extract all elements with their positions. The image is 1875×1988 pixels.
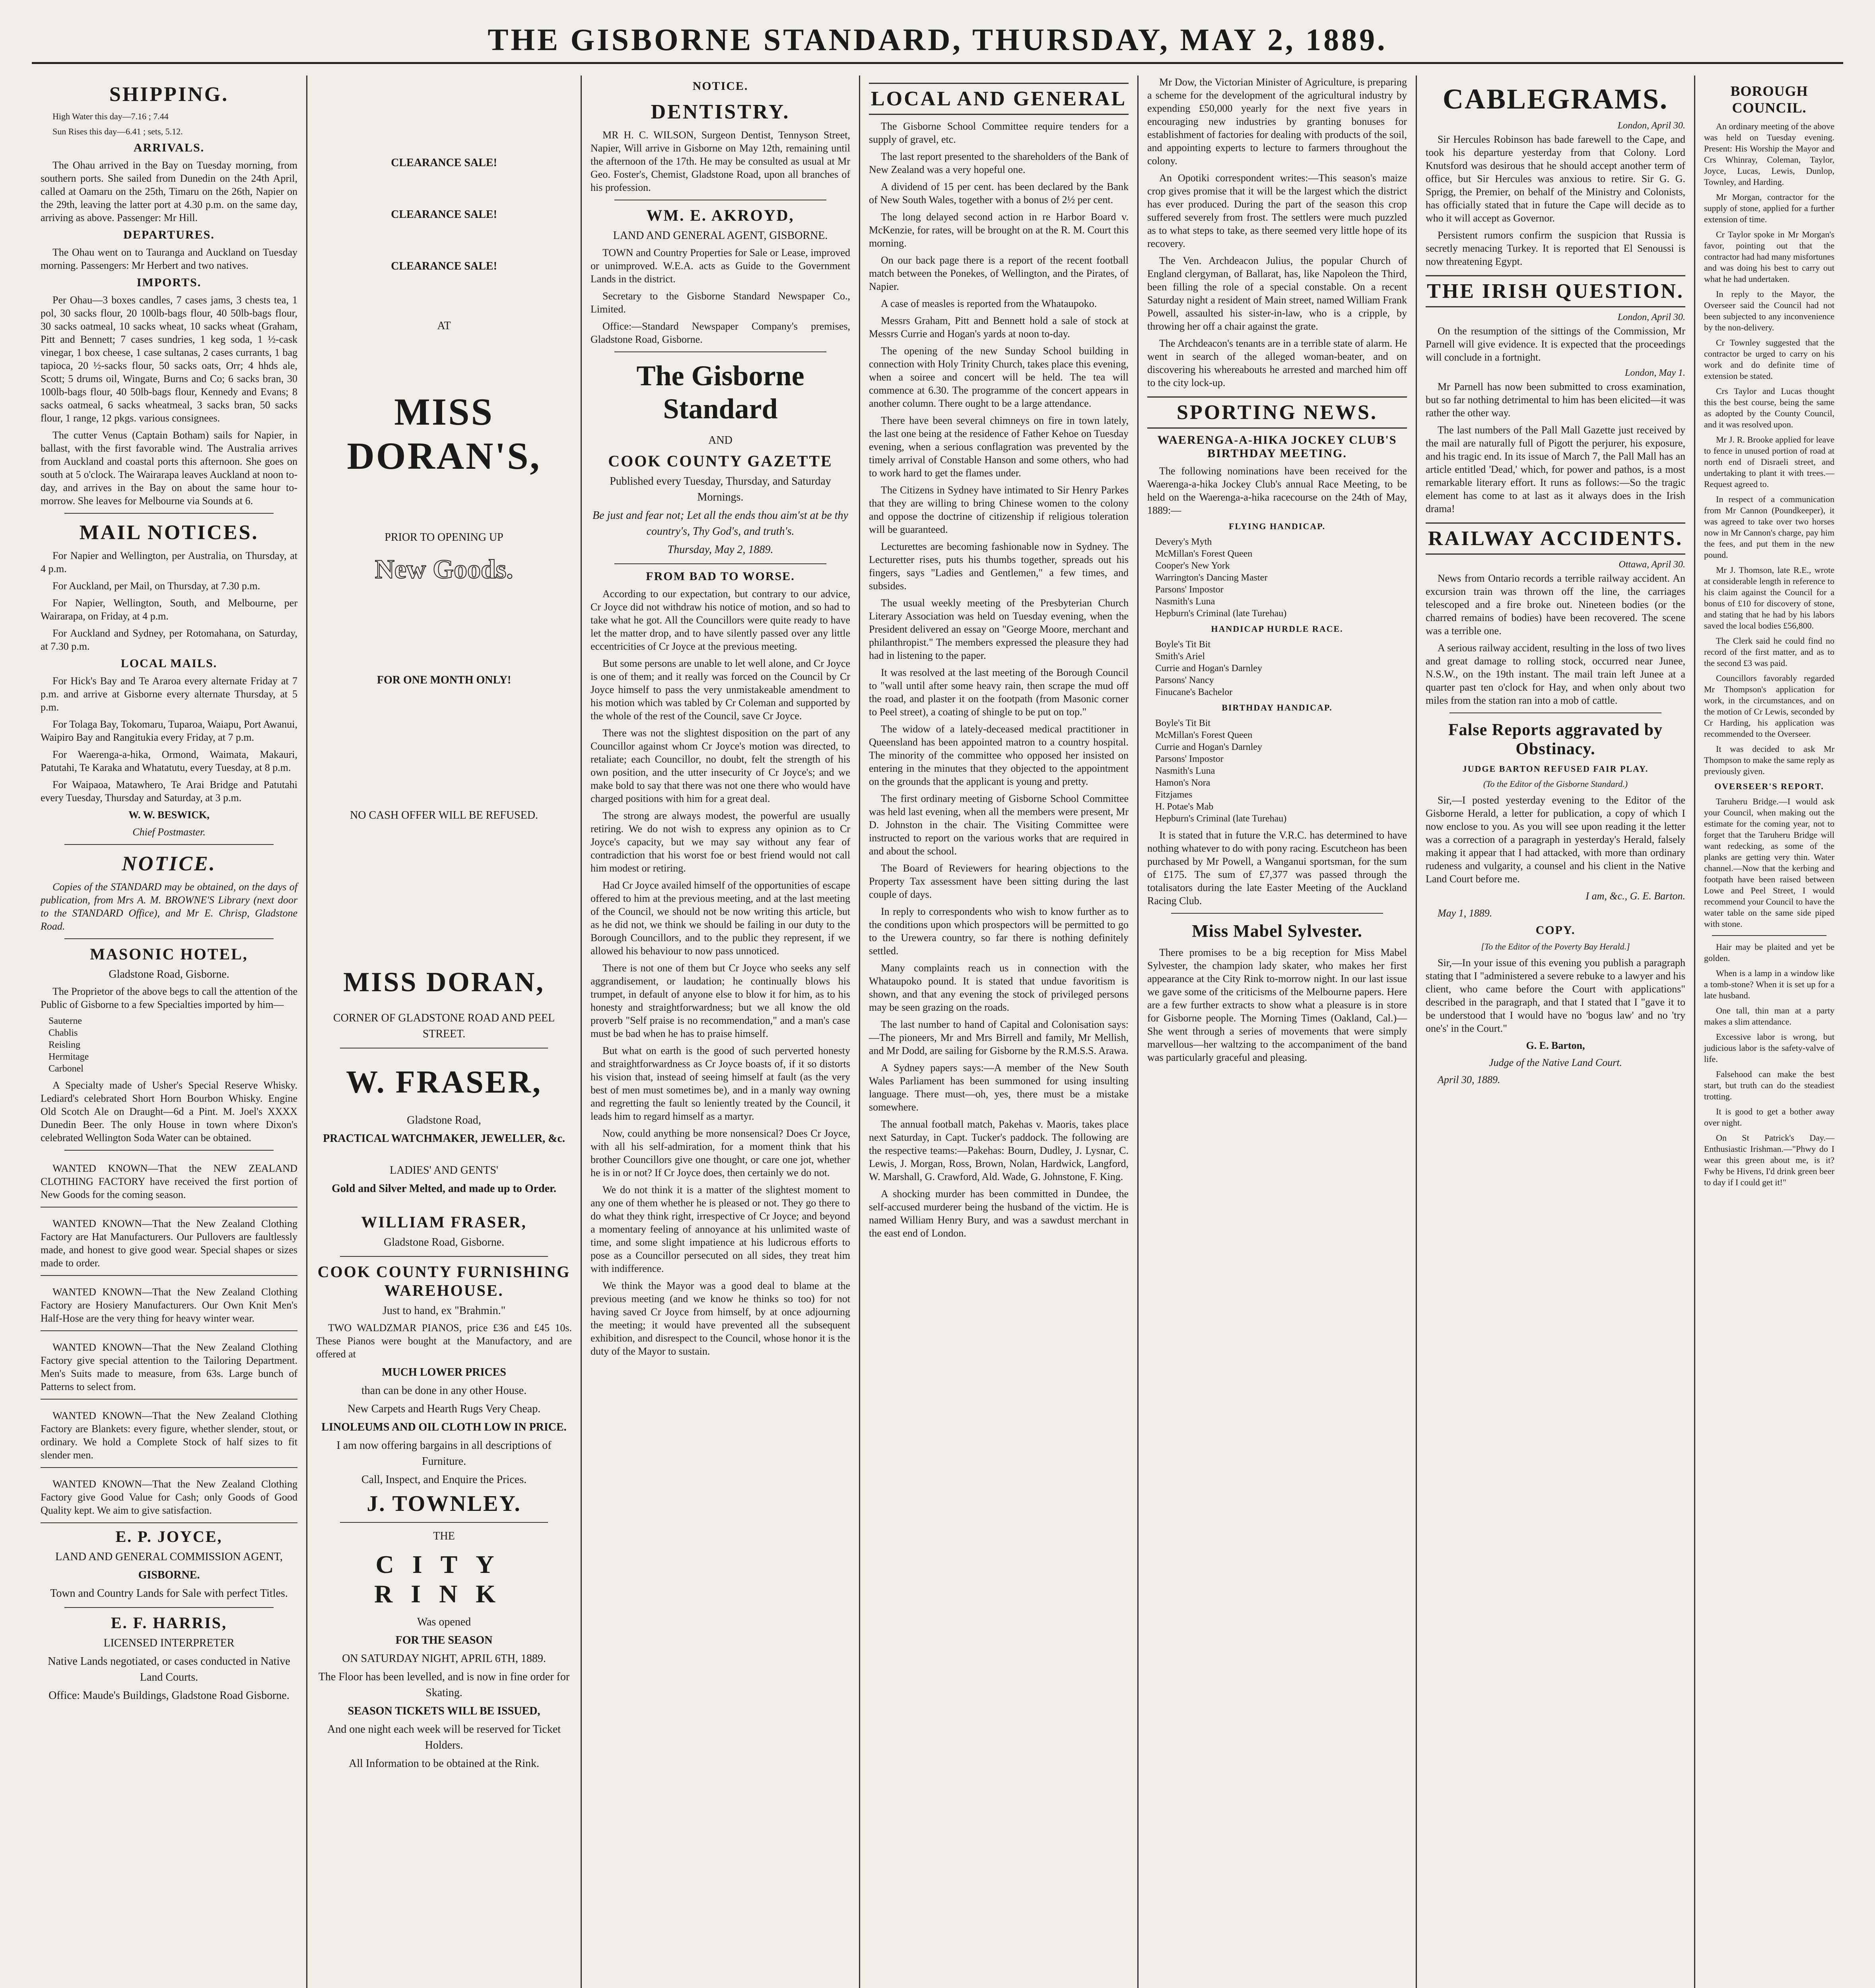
flying-list xyxy=(1147,536,1407,619)
letter-date: May 1, 1889. xyxy=(1438,907,1492,919)
dateline: London, May 1. xyxy=(1625,368,1685,378)
divider xyxy=(64,844,274,845)
letter-to: (To the Editor of the Gisborne Standard.) xyxy=(1483,779,1628,789)
local-item: It was resolved at the last meeting of the Borough Council to "wall until after some heavy rain, then scrape the mud off the road, and plaster it on the footpath (from Masonic corner to Peel street), a coating of shingle to be put on top." xyxy=(869,667,1129,718)
nomination: McMillan's Forest Queen xyxy=(1155,549,1253,559)
clearance-line: CLEARANCE SALE! xyxy=(391,260,497,272)
harris-line: LICENSED INTERPRETER xyxy=(103,1637,235,1649)
irish-heading: THE IRISH QUESTION. xyxy=(1426,275,1685,307)
fraser-trade: PRACTICAL WATCHMAKER, JEWELLER, &c. xyxy=(323,1132,565,1145)
divider xyxy=(614,563,826,564)
column-3 xyxy=(581,76,859,1988)
rink-date: ON SATURDAY NIGHT, APRIL 6TH, 1889. xyxy=(342,1652,546,1665)
birthday-list xyxy=(1147,717,1407,825)
cable-text: Sir Hercules Robinson has bade farewell to the Cape, and took his departure yesterday from that Colony. Lord Knutsford was desirous that he should accept another term of office, but Sir Hercules was anxious to retire. Sir G. G. Sprigg, the Premier, on behalf of the Ministry and Colonists, has officially stated that in future the Cape will decide as to who it will accept as Governor. xyxy=(1426,134,1685,224)
cablegrams-heading: CABLEGRAMS. xyxy=(1442,83,1669,115)
nomination: Parsons' Nancy xyxy=(1155,675,1214,685)
postmaster-title: Chief Postmaster. xyxy=(132,826,206,838)
paper-gazette: COOK COUNTY GAZETTE xyxy=(608,452,833,470)
local-item: Lecturettes are becoming fashionable now in Sydney. The Lecturetter rises, puts his thumbs together, spreads out his fingers, says "Ladies and Gentlemen," a few times, and subsides. xyxy=(869,541,1129,592)
local-item: The Board of Reviewers for hearing objections to the Property Tax assessment have been sitting during the last couple of days. xyxy=(869,862,1129,900)
nomination: Nasmith's Luna xyxy=(1155,596,1215,607)
departures-heading: DEPARTURES. xyxy=(123,228,215,241)
filler-item: Excessive labor is wrong, but judicious labor is the safety-valve of life. xyxy=(1704,1032,1834,1064)
joyce-line: GISBORNE. xyxy=(138,1569,200,1581)
wine-item: Chablis xyxy=(49,1028,78,1038)
akroyd-text: TOWN and Country Properties for Sale or Lease, improved or unimproved. W.E.A. acts as Guide to the Government Lands in the district. xyxy=(591,247,850,285)
divider xyxy=(1449,712,1661,713)
mail-item: For Napier and Wellington, per Australia, on Thursday, at 4 p.m. xyxy=(41,550,297,575)
divider xyxy=(64,1607,274,1608)
mail-heading: MAIL NOTICES. xyxy=(79,521,259,544)
hurdle-list xyxy=(1147,639,1407,698)
paper-name: The Gisborne Standard xyxy=(636,360,804,425)
borough-item: Taruheru Bridge.—I would ask your Council, when making out the estimate for the coming year, not to forget that the Taruheru Bridge will want redecking, as some of the planks are getting very thin. Water channel.—Now that the kerbing and footpath have been raised between Lowe and Peel Street, I would recommend your Council to have the water table on the same side piped with stone. xyxy=(1704,796,1834,929)
wine-item: Hermitage xyxy=(49,1052,89,1062)
miss-doran-name-2: MISS DORAN, xyxy=(343,967,545,998)
hurdle-heading: HANDICAP HURDLE RACE. xyxy=(1211,624,1343,634)
arrivals-heading: ARRIVALS. xyxy=(133,141,205,154)
barton-title: Judge of the Native Land Court. xyxy=(1488,1057,1622,1068)
local-mail-item: For Waipaoa, Matawhero, Te Arai Bridge and Patutahi every Tuesday, Thursday and Saturday, at 3 p.m. xyxy=(41,779,297,804)
local-item: The annual football match, Pakehas v. Maoris, takes place next Saturday, in Capt. Tucker's paddock. The following are the respective teams:—Pakehas: Bourn, Dudley, J. Lysnar, C. Lewis, J. Morgan, Ross, Brown, Nolan, Hardwick, Langford, W. Marshall, G. Crawford, Ald. Wade, G. Johnstone, F. King. xyxy=(869,1118,1129,1182)
rink-floor: The Floor has been levelled, and is now in fine order for Skating. xyxy=(318,1671,570,1699)
nomination: Parsons' Impostor xyxy=(1155,754,1224,764)
local-item: The first ordinary meeting of Gisborne School Committee was held last evening, when all the members were present, Mr D. Johnston in the chair. The Visiting Committee were instructed to report on the various works that are required in and about the school. xyxy=(869,793,1129,857)
nomination: Fitzjames xyxy=(1155,790,1193,800)
editorial-paragraph: But what on earth is the good of such perverted honesty and straightforwardness as Cr Joyce boasts of, if it so distorts his vision that, instead of seeing himself at fault (as the very best of men must sometimes be), and in a manly way owning and regretting the fault so leniently treated by the Council, it leads him to regard himself as a martyr. xyxy=(591,1045,850,1122)
akroyd-secretary: Secretary to the Gisborne Standard Newspaper Co., Limited. xyxy=(591,290,850,315)
filler-item: It is good to get a bother away over night. xyxy=(1704,1107,1834,1128)
column-1 xyxy=(32,76,306,1988)
borough-item: Mr Morgan, contractor for the supply of stone, applied for a further extension of time. xyxy=(1704,192,1834,224)
column-7 xyxy=(1694,76,1843,1988)
cook-lino: LINOLEUMS AND OIL CLOTH LOW IN PRICE. xyxy=(321,1421,567,1433)
nomination: Smith's Ariel xyxy=(1155,651,1205,662)
copy-heading: COPY. xyxy=(1535,924,1576,937)
paper-and: AND xyxy=(708,434,733,447)
nomination: Boyle's Tit Bit xyxy=(1155,718,1211,728)
borough-item: In respect of a communication from Mr Cannon (Poundkeeper), it was agreed to take over two horses now in Mr Cannon's charge, pay him the fees, and put them in the new pound. xyxy=(1704,494,1834,560)
cable-text: Persistent rumors confirm the suspicion that Russia is secretly menacing Turkey. It is reported that El Senoussi is now threatening Egypt. xyxy=(1426,229,1685,267)
masonic-text: The Proprietor of the above begs to call the attention of the Public of Gisborne to a few Specialties imported by him— xyxy=(41,986,297,1010)
filler-item: Falsehood can make the best start, but truth can do the steadiest trotting. xyxy=(1704,1069,1834,1101)
cook-lower: MUCH LOWER PRICES xyxy=(382,1366,506,1378)
masonic-extra: A Specialty made of Usher's Special Reserve Whisky. Lediard's celebrated Short Horn Bourbon Whisky. Engine Old Scotch Ale on Draught—6d a Pint. M. Joel's XXXX Dunedin Beer. The only House in town where Dixon's celebrated Wellington Soda Water can be obtained. xyxy=(41,1079,297,1143)
fraser-street: Gladstone Road, xyxy=(407,1114,481,1126)
local-item: Messrs Graham, Pitt and Bennett hold a sale of stock at Messrs Currie and Hogan's yards at noon to-day. xyxy=(869,315,1129,340)
local-general-heading: LOCAL AND GENERAL xyxy=(869,83,1129,115)
local-item: Many complaints reach us in connection with the Whataupoko pound. It is stated that undue favoritism is shown, and that any evening the stock of privileged persons may be seen grazing on the roads. xyxy=(869,962,1129,1013)
local-item: A shocking murder has been committed in Dundee, the self-accused murderer being the husband of the victim. He is named William Henry Bury, and was a sawdust merchant in the east end of London. xyxy=(869,1188,1129,1239)
false-reports-heading: False Reports aggravated by Obstinacy. xyxy=(1448,721,1663,758)
harris-line: Native Lands negotiated, or cases conducted in Native Land Courts. xyxy=(48,1655,290,1683)
filler-item: When is a lamp in a window like a tomb-stone? When it is set up for a late husband. xyxy=(1704,968,1834,1000)
mail-item: For Auckland, per Mail, on Thursday, at 7.30 p.m. xyxy=(52,580,260,592)
dentistry-heading: DENTISTRY. xyxy=(651,101,790,123)
sylvester-text: There promises to be a big reception for Miss Mabel Sylvester, the champion lady skater, who makes her first appearance at the City Rink to-morrow night. In our last issue we gave some of the criticisms of the Melbourne papers. Here are a few further extracts to show what a pleasure is in store for Gisborne people. The Morning Times (Oakland, Cal.)—She went through a series of movements that were simply marvellous—her waltzing to the accompaniment of the band was particularly graceful and pleasing. xyxy=(1147,947,1407,1063)
postmaster-name: W. W. BESWICK, xyxy=(128,809,210,821)
local-item: The last report presented to the shareholders of the Bank of New Zealand was a very hopeful one. xyxy=(869,151,1129,175)
copy-to: [To the Editor of the Poverty Bay Herald.] xyxy=(1481,942,1630,951)
copy-text: Sir,—In your issue of this evening you publish a paragraph stating that I "administered a severe rebuke to a lawyer and his client, who came before the Court with applications" described in the paragraph, and that I stated that I "gave it to be understood that I would have no 'bogus law' and no 'try one's' in the Court." xyxy=(1426,957,1685,1034)
local-item: The opening of the new Sunday School building in connection with Holy Trinity Church, takes place this evening, when a soiree and concert will be held. The tea will commence at 6.30. The programme of the concert appears in another column. There ought to be a large attendance. xyxy=(869,345,1129,409)
local-mails-heading: LOCAL MAILS. xyxy=(120,657,218,670)
akroyd-title: LAND AND GENERAL AGENT, GISBORNE. xyxy=(613,229,828,242)
tide-line: High Water this day—7.16 ; 7.44 xyxy=(52,111,169,121)
fraser-gents: LADIES' AND GENTS' xyxy=(390,1164,498,1176)
railway-heading: RAILWAY ACCIDENTS. xyxy=(1426,522,1685,555)
new-goods-label: New Goods. xyxy=(375,554,513,584)
joyce-line: Town and Country Lands for Sale with perfect Titles. xyxy=(50,1587,288,1600)
rink-info: All Information to be obtained at the Rink. xyxy=(348,1757,539,1770)
local-item: An Opotiki correspondent writes:—This season's maize crop gives promise that it will be the largest which the district has ever produced. During the part of the season this crop suffered severely from frost. The settlers were much puzzled as to what steps to take, as there seemed very little hope of its recovery. xyxy=(1147,172,1407,249)
nomination: Hamon's Nora xyxy=(1155,778,1210,788)
local-item: The Citizens in Sydney have intimated to Sir Henry Parkes that they are willing to bring Chinese women to the colony and oppose the doctrine of citizenship if religious toleration will be guaranteed. xyxy=(869,484,1129,535)
divider xyxy=(64,1150,274,1151)
cook-bargains: I am now offering bargains in all descriptions of Furniture. xyxy=(336,1439,552,1468)
nomination: Finucane's Bachelor xyxy=(1155,687,1233,697)
editorial-paragraph: But some persons are unable to let well alone, and Cr Joyce is one of them; and it really was forced on the Council by Cr Joyce himself to pass the very unmistakeable amendment to his motion which was tabled by Cr Coleman and supported by the whole of the rest of the Council, save Cr Joyce. xyxy=(591,658,850,722)
filler-item: One tall, thin man at a party makes a slim attendance. xyxy=(1704,1006,1834,1027)
local-item: The widow of a lately-deceased medical practitioner in Queensland has been appointed matron to a country hospital. The minority of the committee who opposed her insisted on entering in the minutes that they objected to the appointment on the grounds that the applicant is young and pretty. xyxy=(869,723,1129,787)
cable-text: The last numbers of the Pall Mall Gazette just received by the mail are naturally full of Pigott the perjurer, his exposure, and his tragic end. In its issue of March 7, the Pall Mall has an article entitled 'Dead,' which, for power and pathos, is a most remarkable literary effort. It runs as follows:—So the tragic element has come to at last as it always does in the Irish drama! xyxy=(1426,424,1685,514)
borough-item: An ordinary meeting of the above was held on Tuesday evening. Present: His Worship the Mayor and Crs Whinray, Coleman, Taylor, Joyce, Lucas, Lewis, Dunlop, Townley, and Harding. xyxy=(1704,121,1834,187)
imports-text: Per Ohau—3 boxes candles, 7 cases jams, 3 chests tea, 1 pol, 30 sacks flour, 20 100lb-bags flour, 40 50lb-bags flour, 30 sacks oatmeal, 10 sacks wheat, 10 sacks wheat (Graham, Pitt and Bennett; 7 cases sundries, 1 keg soda, 1 ½-cask vinegar, 1 box cheese, 1 case sultanas, 2 cases currants, 1 bag tapioca, 20 ½-sacks flour, 50 sacks oats, Orr; 4 hhds ale, Scott; 5 drums oil, Wingate, Burns and Co; 6 sacks bran, 30 100lb-bags flour, 40 50lb-bags flour, Kennedy and Evans; 8 sacks oatmeal, 6 sacks wheatmeal, 3 sacks bran, 50 sacks flour, 1 range, 12 pkgs. various consignees. xyxy=(41,294,297,424)
local-mail-item: For Tolaga Bay, Tokomaru, Tuparoa, Waiapu, Port Awanui, Waipiro Bay and Rangitukia every Friday, at 7 p.m. xyxy=(41,718,297,743)
cook-county-title: COOK COUNTY FURNISHING WAREHOUSE. xyxy=(317,1263,571,1299)
akroyd-name: WM. E. AKROYD, xyxy=(646,206,795,224)
wanted-ad: WANTED KNOWN—That the New Zealand Clothing Factory are Blankets: every figure, whether slender, stout, or ordinary. We hold a Complete Stock of half sizes to fit slender men. xyxy=(41,1404,297,1468)
filler-item: On St Patrick's Day.—Enthusiastic Irishman.—"Phwy do I wear this green about me, is it? Fwhy be Hivens, I'd drink green beer to day if I could get it!" xyxy=(1704,1133,1834,1187)
cook-pianos: TWO WALDZMAR PIANOS, price £36 and £45 10s. These Pianos were bought at the Manufactory, and are offered at xyxy=(316,1322,572,1360)
cook-carpets: New Carpets and Hearth Rugs Very Cheap. xyxy=(347,1403,541,1415)
departures-text: The Ohau went on to Tauranga and Auckland on Tuesday morning. Passengers: Mr Herbert and two natives. xyxy=(41,247,297,271)
editorial-paragraph: Had Cr Joyce availed himself of the opportunities of escape offered to him at the previous meeting, and at the last meeting of the Council, we should not be now writing this article, but as he did not, we think we should be failing in our duty to the Borough Councillors, and to the public they represent, if we allowed his behaviour to now pass unnoticed. xyxy=(591,879,850,957)
divider xyxy=(64,938,274,939)
divider xyxy=(1712,935,1826,936)
joyce-title: E. P. JOYCE, xyxy=(115,1528,223,1545)
divider xyxy=(614,351,826,352)
divider xyxy=(340,1522,548,1523)
nomination: H. Potae's Mab xyxy=(1155,802,1214,812)
local-item: On our back page there is a report of the recent football match between the Ponekes, of Wellington, and the Pirates, of Napier. xyxy=(869,254,1129,292)
divider xyxy=(1171,913,1383,914)
borough-heading: BOROUGH COUNCIL. xyxy=(1730,83,1808,116)
masthead-rule xyxy=(32,62,1843,64)
false-reports-sub: JUDGE BARTON REFUSED FAIR PLAY. xyxy=(1462,764,1649,774)
column-6 xyxy=(1416,76,1694,1988)
prior-label: PRIOR TO OPENING UP xyxy=(385,531,503,544)
column-2 xyxy=(306,76,581,1988)
akroyd-office: Office:—Standard Newspaper Company's premises, Gladstone Road, Gisborne. xyxy=(591,320,850,345)
nomination: Warrington's Dancing Master xyxy=(1155,573,1268,583)
local-item: There have been several chimneys on fire in town lately, the last one being at the residence of Father Kehoe on Tuesday evening, when a serious conflagration was prevented by the timely arrival of Constable Hanson and some others, who had to work hard to get the flames under. xyxy=(869,415,1129,479)
fraser-address: Gladstone Road, Gisborne. xyxy=(383,1236,505,1248)
divider xyxy=(340,1256,548,1257)
local-mail-item: For Hick's Bay and Te Araroa every alternate Friday at 7 p.m. and arrive at Gisborne every alternate Thursday, at 5 p.m. xyxy=(41,675,297,713)
fraser-title: W. FRASER, xyxy=(346,1065,542,1100)
divider xyxy=(64,513,274,514)
borough-item: Mr J. Thomson, late R.E., wrote at considerable length in reference to his claim against the Council for a bonus of £10 for discovery of stone, and stating that he had by his labors saved the local bodies £56,800. xyxy=(1704,565,1834,631)
columns xyxy=(32,76,1843,1988)
rink-season: FOR THE SEASON xyxy=(395,1634,493,1646)
cable-text: News from Ontario records a terrible railway accident. An excursion train was thrown off the line, the carriages telescoped and a fire broke out. Nineteen bodies (or the charred remains of bodies) have been recovered. The scene was a terrible one. xyxy=(1426,573,1685,637)
imports-heading: IMPORTS. xyxy=(136,276,202,289)
nomination: Cooper's New York xyxy=(1155,561,1230,571)
local-item: The long delayed second action in re Harbor Board v. McKenzie, for rates, will be brought on at the R. M. Court this morning. xyxy=(869,211,1129,249)
nomination: Hepburn's Criminal (late Turehau) xyxy=(1155,813,1287,824)
borough-item: Mr J. R. Brooke applied for leave to fence in unused portion of road at north end of Disraeli street, and undertaking to plant it with trees.—Request agreed to. xyxy=(1704,435,1834,489)
borough-item: Crs Taylor and Lucas thought this the best course, being the same as adopted by the County Council, and it was resolved upon. xyxy=(1704,386,1834,429)
editorial-paragraph: Now, could anything be more nonsensical? Does Cr Joyce, with all his self-admiration, for a moment think that his brother Councillors give one thought, or care one jot, whether he is in or not? If Cr Joyce does, then certainly we do not. xyxy=(591,1128,850,1178)
nomination: Currie and Hogan's Darnley xyxy=(1155,742,1262,752)
borough-item: The Clerk said he could find no record of the first matter, and as to the second £3 was paid. xyxy=(1704,636,1834,668)
letter-signoff: I am, &c., G. E. Barton. xyxy=(1585,890,1685,902)
local-item: A dividend of 15 per cent. has been declared by the Bank of New South Wales, together with a bonus of 2½ per cent. xyxy=(869,181,1129,206)
local-item: The last number to hand of Capital and Colonisation says:—The pioneers, Mr and Mrs Birrell and family, Mr Mellish, and Mr Dodd, are sailing for Gisborne by the R.M.S.S. Arawa. xyxy=(869,1019,1129,1056)
local-item: A case of measles is reported from the Whataupoko. xyxy=(881,298,1097,309)
nomination: Nasmith's Luna xyxy=(1155,766,1215,776)
overseer-heading: OVERSEER'S REPORT. xyxy=(1714,781,1824,791)
local-item: The Gisborne School Committee require tenders for a supply of gravel, etc. xyxy=(869,120,1129,145)
editorial-paragraph: The strong are always modest, the powerful are usually retiring. We do not wish to express any opinion as to Cr Joyce's capacity, but we may say without any fear of contradiction that his worst foe or best friend would not call him modest or retiring. xyxy=(591,810,850,874)
editorial-paragraph: There was not the slightest disposition on the part of any Councillor against whom Cr Joyce's motion was directed, to retaliate; each Councillor, no doubt, felt the strength of his own position, and the utter insecurity of Cr Joyce's; and we make bold to say that there was not one there who would have charged positions with him for a great deal. xyxy=(591,727,850,804)
nomination: Devery's Myth xyxy=(1155,537,1212,547)
barton-date: April 30, 1889. xyxy=(1438,1074,1500,1085)
cable-text: On the resumption of the sittings of the Commission, Mr Parnell will give evidence. It is expected that the proceedings will conclude in a fortnight. xyxy=(1426,325,1685,363)
local-item: In reply to correspondents who wish to know further as to the conditions upon which prospectors will be permitted to go to the Urewera country, so far there is nothing definitely settled. xyxy=(869,906,1129,957)
editorial-paragraph: We do not think it is a matter of the slightest moment to any one of them whether he is pleased or not. They go there to do what they think right, irrespective of Cr Joyce; and beyond a momentary feeling of annoyance at his unlimited waste of time, and some slight impatience at his ludicrous efforts to pose as a Councillor persecuted on all sides, they treat him with indifference. xyxy=(591,1184,850,1274)
nomination: McMillan's Forest Queen xyxy=(1155,730,1253,740)
cable-text: Mr Parnell has now been submitted to cross examination, but so far nothing detrimental to him has been elicited—it was rather the other way. xyxy=(1426,381,1685,419)
editorial-paragraph: There is not one of them but Cr Joyce who seeks any self aggrandisement, or laudation; he continually blows his trumpet, in default of anyone else to blow it for him, as to his honesty and straightforwardness; but we all know the old proverb "Self praise is no recommendation," and a man's case must be bad when he has to praise himself. xyxy=(591,962,850,1039)
clearance-line: CLEARANCE SALE! xyxy=(391,157,497,169)
fraser-gold: Gold and Silver Melted, and made up to Order. xyxy=(332,1182,556,1195)
borough-item: Cr Townley suggested that the contractor be urged to carry on his work and do definite time of extension be stated. xyxy=(1704,338,1834,381)
birthday-heading: BIRTHDAY HANDICAP. xyxy=(1222,703,1333,712)
sylvester-heading: Miss Mabel Sylvester. xyxy=(1192,921,1362,941)
editorial-paragraph: We think the Mayor was a good deal to blame at the previous meeting (and we know he thinks so too) for not having saved Cr Joyce from himself, by at once adjourning the meeting; it would have prevented all the subsequent exhibition, and disrespect to the Council, whose honor it is the duty of the Mayor to sustain. xyxy=(591,1280,850,1357)
borough-item: It was decided to ask Mr Thompson to make the same reply as previously given. xyxy=(1704,744,1834,776)
rink-the: THE xyxy=(433,1530,455,1542)
masonic-subtitle: Gladstone Road, Gisborne. xyxy=(109,968,229,980)
rink-opened: Was opened xyxy=(417,1616,471,1628)
arrivals-text: The Ohau arrived in the Bay on Tuesday morning, from southern ports. She sailed from Dunedin on the 24th April, called at Oamaru on the 25th, Timaru on the 26th, Napier on the 29th, leaving the latter port at 4.30 p.m. on the same day, arriving as above. Passenger: Mr Hill. xyxy=(41,159,297,223)
local-item: The Archdeacon's tenants are in a terrible state of alarm. He went in search of the alleged woman-beater, and on discovering his whereabouts he arrested and marched him off to the city lock-up. xyxy=(1147,338,1407,388)
paper-date: Thursday, May 2, 1889. xyxy=(667,544,773,556)
cable-text: A serious railway accident, resulting in the loss of two lives and great damage to rolling stock, occurred near Junee, N.S.W., on the 19th instant. The mail train left Junee at a quarter past ten o'clock for Hay, and when only about two miles from the station ran into a mob of cattle. xyxy=(1426,642,1685,706)
local-item: The Ven. Archdeacon Julius, the popular Church of England clergyman, of Ballarat, has, like Napoleon the Third, been filling the role of a special constable. On a recent Saturday night a resident of Main street, named William Frank Powell, assaulted his sister-in-law, who is a cripple, by throwing her off a chair against the grate. xyxy=(1147,255,1407,332)
borough-item: In reply to the Mayor, the Overseer said the Council had not been subjected to any inconvenience by the non-delivery. xyxy=(1704,289,1834,332)
dateline: Ottawa, April 30. xyxy=(1619,559,1685,570)
one-month-label: FOR ONE MONTH ONLY! xyxy=(377,674,511,686)
nomination: Parsons' Impostor xyxy=(1155,584,1224,595)
local-item: The usual weekly meeting of the Presbyterian Church Literary Association was held on Tuesday evening, when the President delivered an essay on "George Moore, merchant and philanthropist." The members expressed the pleasure they had had in listening to the paper. xyxy=(869,597,1129,661)
nomination: Currie and Hogan's Darnley xyxy=(1155,663,1262,674)
at-label: AT xyxy=(437,320,451,332)
joyce-line: LAND AND GENERAL COMMISSION AGENT, xyxy=(55,1551,283,1563)
notice-label: NOTICE. xyxy=(692,80,748,93)
barton-signature: G. E. Barton, xyxy=(1526,1040,1585,1051)
borough-item: Cr Taylor spoke in Mr Morgan's favor, pointing out that the contractor had had many misfortunes and was doing his best to carry out what he had undertaken. xyxy=(1704,229,1834,284)
sporting-notes: It is stated that in future the V.R.C. has determined to have nothing whatever to do with pony racing. Escutcheon has been purchased by Mr Powell, a Wanganui sportsman, for the sum of £175. The sum of £7,377 was passed through the totalisators during the late Easter Meeting of the Auckland Racing Club. xyxy=(1147,829,1407,907)
masthead-title: THE GISBORNE STANDARD, THURSDAY, MAY 2, 1889. xyxy=(488,22,1387,57)
wine-list xyxy=(41,1015,297,1075)
sporting-sub: WAERENGA-A-HIKA JOCKEY CLUB'S BIRTHDAY MEETING. xyxy=(1157,433,1397,460)
sun-line: Sun Rises this day—6.41 ; sets, 5.12. xyxy=(52,126,183,136)
rink-tickets: SEASON TICKETS WILL BE ISSUED, xyxy=(348,1705,540,1717)
sporting-intro: The following nominations have been received for the Waerenga-a-hika Jockey Club's annual Race Meeting, to be held on the Waerenga-a-hika racecourse on the 24th of May, 1889:— xyxy=(1147,465,1407,516)
newspaper-page xyxy=(32,20,1843,1988)
miss-doran-name: MISS DORAN'S, xyxy=(347,390,541,477)
paper-motto: Be just and fear not; Let all the ends thou aim'st at be thy country's, Thy God's, and truth's. xyxy=(593,509,848,538)
wine-item: Carbonel xyxy=(49,1064,84,1074)
letter-text: Sir,—I posted yesterday evening to the Editor of the Gisborne Herald, a letter for publication, a copy of which I now enclose to you. As you will see upon reading it the letter was a correction of a paragraph in yesterday's Herald, falsely making it appear that I had attacked, with more than ordinary rudeness and vulgarity, a counsel and his client in the Native Land Court before me. xyxy=(1426,794,1685,885)
shipping-notes: The cutter Venus (Captain Botham) sails for Napier, in ballast, with the first favorable wind. The Australia arrives from Auckland and coastal ports this afternoon. She goes on south at 5 o'clock. The Wairarapa leaves Auckland at noon to-day, and arrives in the Bay on about the same hour to-morrow. She leaves for Melbourne via Sounds at 6. xyxy=(41,429,297,507)
editorial-heading: FROM BAD TO WORSE. xyxy=(646,570,795,583)
wine-item: Reisling xyxy=(49,1040,81,1050)
dateline: London, April 30. xyxy=(1617,120,1685,131)
sporting-heading: SPORTING NEWS. xyxy=(1147,396,1407,429)
nomination: Hepburn's Criminal (late Turehau) xyxy=(1155,608,1287,619)
column-5 xyxy=(1137,76,1416,1988)
cook-call: Call, Inspect, and Enquire the Prices. xyxy=(361,1474,527,1486)
rink-name: CITY RINK xyxy=(374,1550,514,1608)
fraser-name: WILLIAM FRASER, xyxy=(361,1213,527,1231)
dateline: London, April 30. xyxy=(1617,312,1685,322)
cook-other: than can be done in any other House. xyxy=(361,1384,527,1397)
shipping-heading: SHIPPING. xyxy=(109,83,229,106)
cook-owner: J. TOWNLEY. xyxy=(367,1491,521,1516)
wanted-ad: WANTED KNOWN—That the New Zealand Clothing Factory give special attention to the Tailoring Department. Men's Suits made to measure, from 63s. Large bunch of Patterns to select from. xyxy=(41,1335,297,1400)
wanted-ad: WANTED KNOWN—That the New Zealand Clothing Factory are Hosiery Manufacturers. Our Own Knit Men's Half-Hose are the very thing for heavy winter wear. xyxy=(41,1280,297,1331)
notice-text: Copies of the STANDARD may be obtained, on the days of publication, from Mrs A. M. BROWNE'S Library (next door to the STANDARD Office), and Mr E. Chrisp, Gladstone Road. xyxy=(41,881,297,932)
dentistry-text: MR H. C. WILSON, Surgeon Dentist, Tennyson Street, Napier, Will arrive in Gisborne on May 12th, remaining until the afternoon of the 17th. He may be consulted as usual at Mr Geo. Foster's, Chemist, Gladstone Road, upon all branches of his profession. xyxy=(591,129,850,193)
local-item: Mr Dow, the Victorian Minister of Agriculture, is preparing a scheme for the development of the agricultural industry by expending £50,000 yearly for the next five years in encouraging new industries by granting bonuses for establishment of factories for dealing with products of the soil, and appointing experts to lecture to farmers throughout the colony. xyxy=(1147,76,1407,167)
borough-item: Councillors favorably regarded Mr Thompson's application for work, in the circumstances, and on the motion of Cr Lewis, seconded by Cr Harding, his application was recommended to the Overseer. xyxy=(1704,673,1834,739)
local-item: A Sydney papers says:—A member of the New South Wales Parliament has been summoned for using insulting language. There must—oh, yes, there must be a mistake somewhere. xyxy=(869,1062,1129,1113)
mail-item: For Napier, Wellington, South, and Melbourne, per Wairarapa, on Friday, at 4 p.m. xyxy=(41,597,297,622)
notice-heading: NOTICE. xyxy=(122,852,216,875)
nomination: Boyle's Tit Bit xyxy=(1155,639,1211,650)
flying-heading: FLYING HANDICAP. xyxy=(1228,521,1326,531)
wanted-ad: WANTED KNOWN—That the New Zealand Clothing Factory are Hat Manufacturers. Our Pullovers are faultlessly made, and honest to give good wear. Special shapes or sizes made to order. xyxy=(41,1211,297,1276)
filler-item: Hair may be plaited and yet be golden. xyxy=(1704,942,1834,963)
local-mail-item: For Waerenga-a-hika, Ormond, Waimata, Makauri, Patutahi, Te Karaka and Whatatutu, every Tuesday, at 8 p.m. xyxy=(41,749,297,773)
harris-title: E. F. HARRIS, xyxy=(111,1614,227,1632)
masonic-title: MASONIC HOTEL, xyxy=(90,945,248,963)
wine-item: Sauterne xyxy=(49,1016,82,1026)
doran-address: CORNER OF GLADSTONE ROAD AND PEEL STREET. xyxy=(333,1012,555,1040)
editorial-paragraph: According to our expectation, but contrary to our advice, Cr Joyce did not withdraw his notice of motion, and so had to take what he got. All the Councillors were quite ready to have let the matter drop, and to have silently passed over any little eccentricities of Cr Joyce at the previous meeting. xyxy=(591,588,850,652)
clearance-line: CLEARANCE SALE! xyxy=(391,208,497,221)
rink-reserved: And one night each week will be reserved for Ticket Holders. xyxy=(327,1723,561,1751)
column-4 xyxy=(859,76,1137,1988)
no-cash-label: NO CASH OFFER WILL BE REFUSED. xyxy=(350,809,538,821)
wanted-ad: WANTED KNOWN—That the New Zealand Clothing Factory give Good Value for Cash; only Goods of Good Quality kept. We aim to give satisfaction. xyxy=(41,1472,297,1523)
wanted-ad: WANTED KNOWN—That the NEW ZEALAND CLOTHING FACTORY have received the first portion of New Goods for the coming season. xyxy=(41,1156,297,1208)
paper-published: Published every Tuesday, Thursday, and Saturday Mornings. xyxy=(610,475,831,503)
cook-arrived: Just to hand, ex "Brahmin." xyxy=(382,1305,506,1317)
harris-line: Office: Maude's Buildings, Gladstone Road Gisborne. xyxy=(49,1689,290,1702)
mail-item: For Auckland and Sydney, per Rotomahana, on Saturday, at 7.30 p.m. xyxy=(41,627,297,652)
